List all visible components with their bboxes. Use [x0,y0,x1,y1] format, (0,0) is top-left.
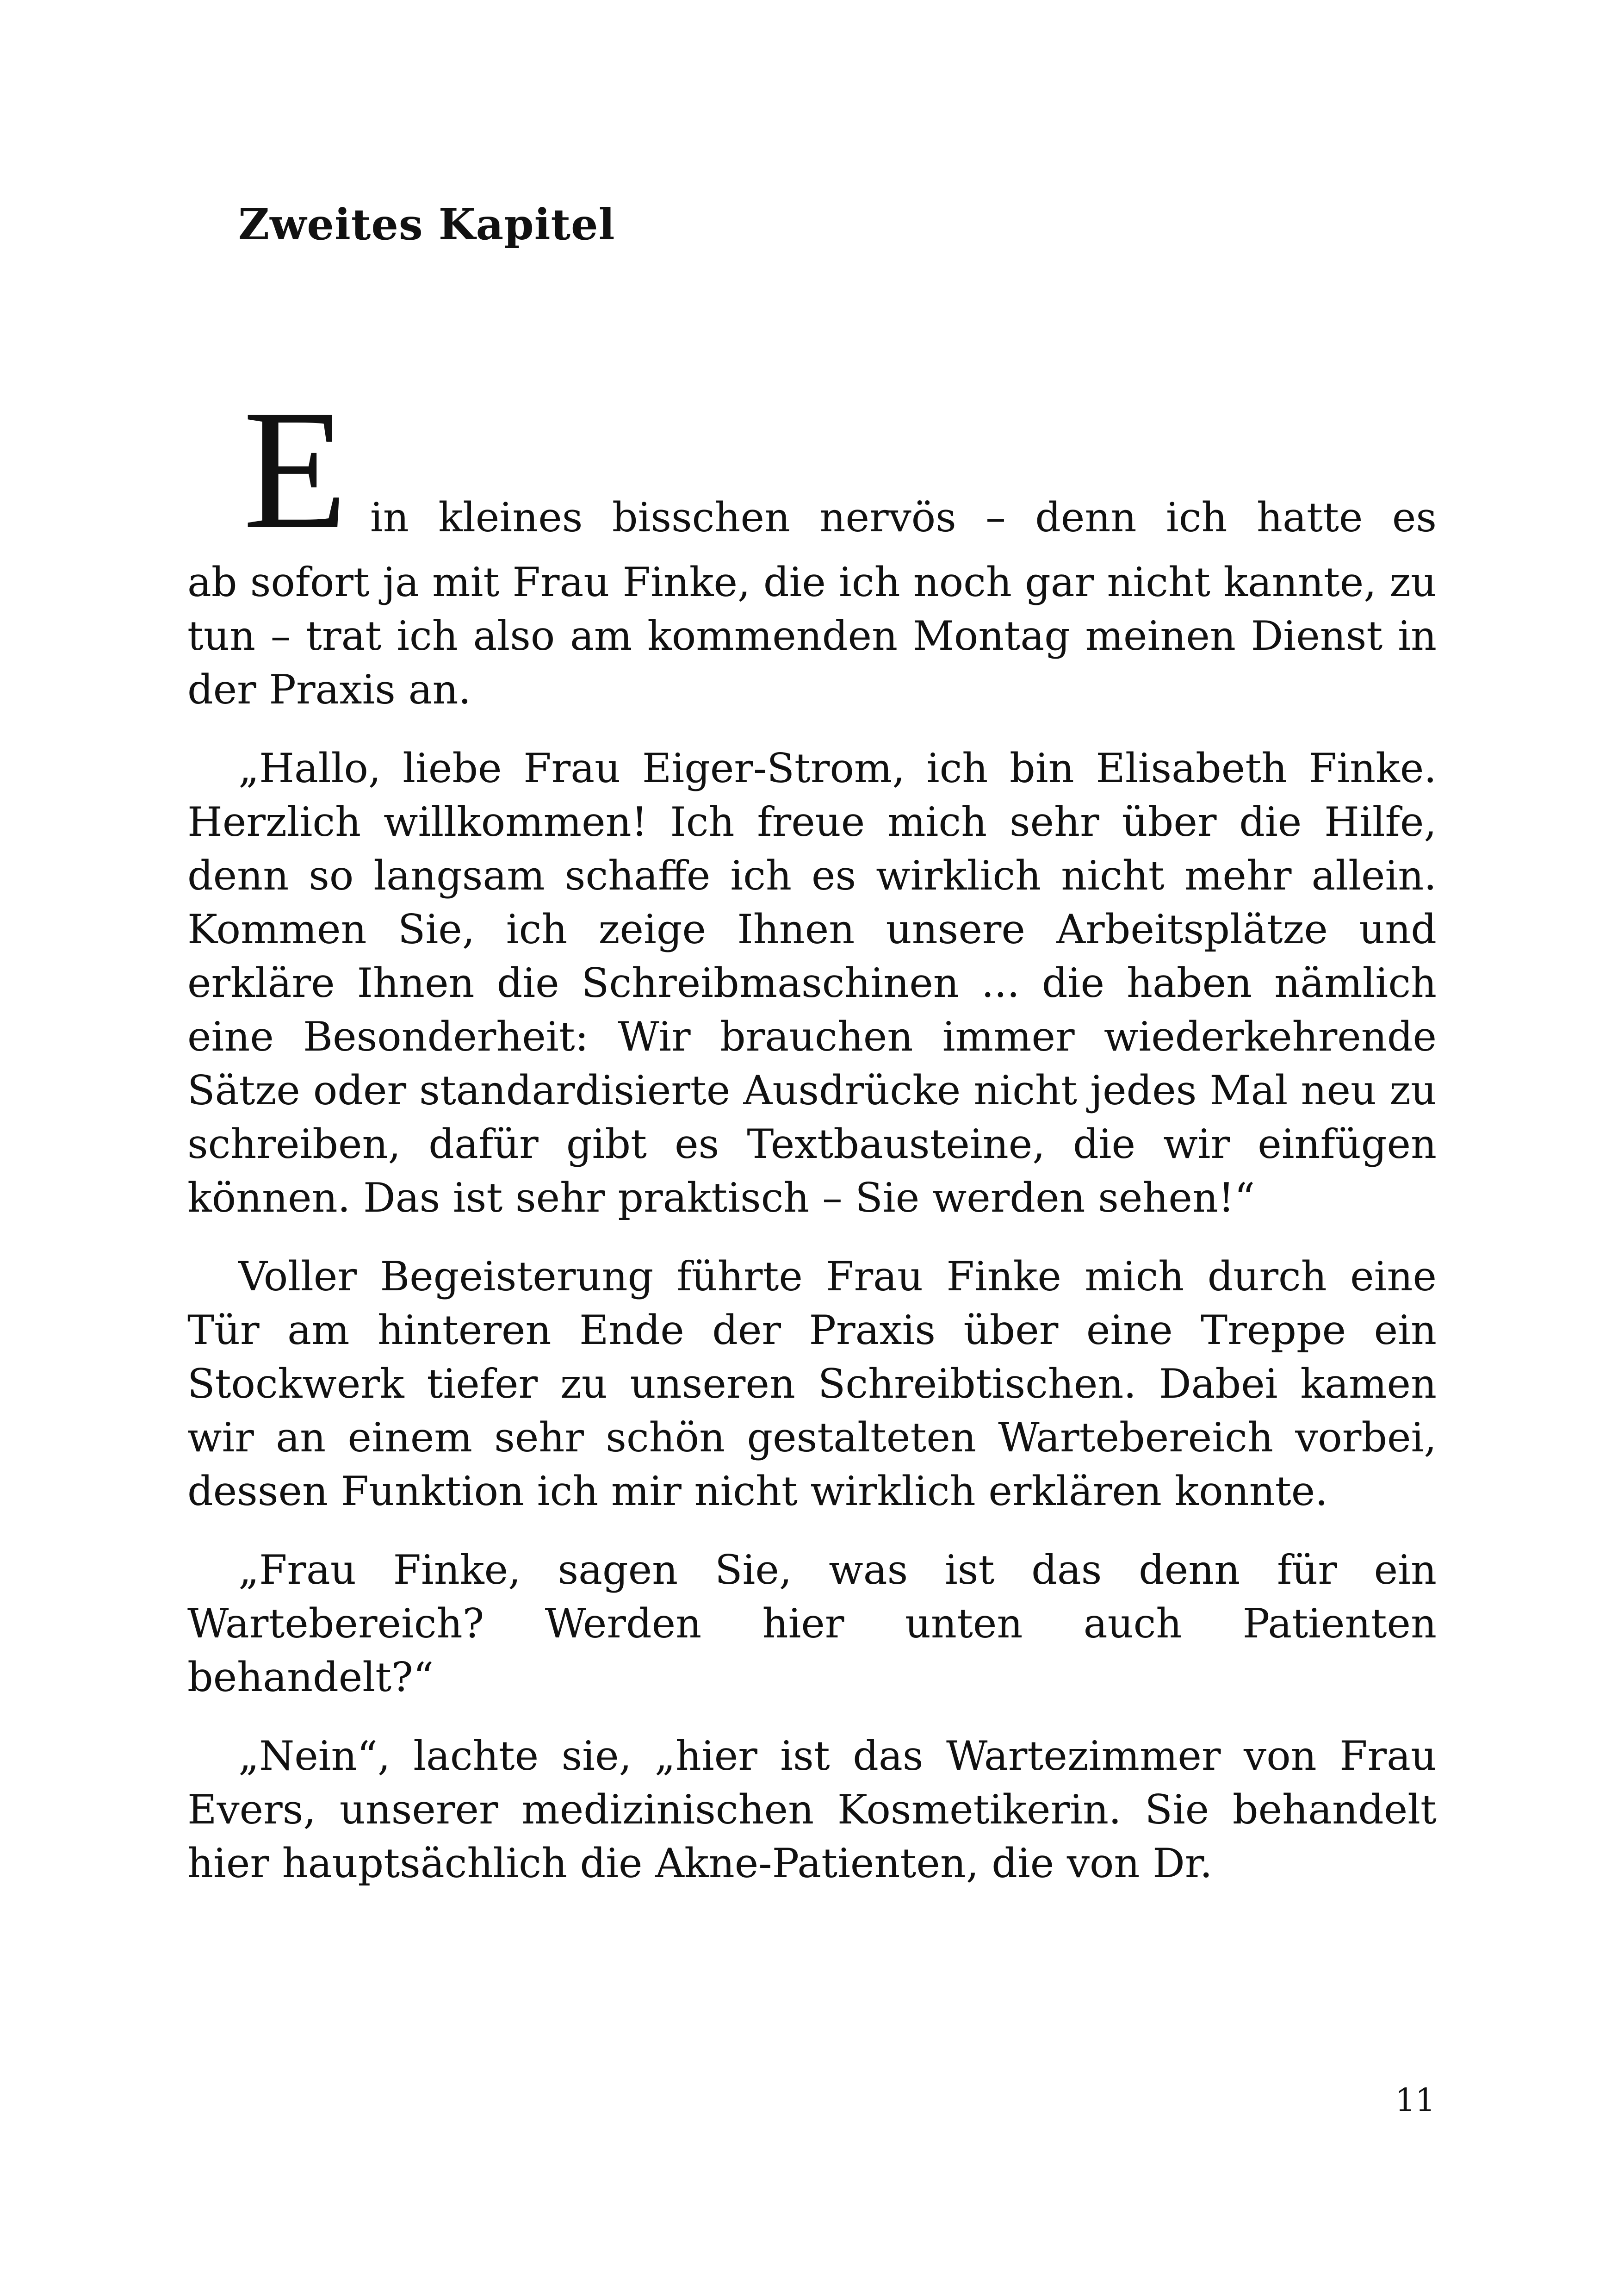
paragraph: „Frau Finke, sagen Sie, was ist das denn für ein Wartebereich? Werden hier unten auch Patienten behandelt?“ [187,1546,1437,1701]
opening-paragraph [187,375,1437,716]
body-text [187,375,1437,1915]
paragraph: „Hallo, liebe Frau Eiger-Strom, ich bin Elisabeth Finke. Herzlich willkommen! Ich freue mich sehr über die Hilfe, denn so langsam schaffe ich es wirklich nicht mehr allein. Kommen Sie, ich zeige Ihnen unsere Arbeitsplätze und erkläre Ihnen die Schreibmaschinen ... die haben nämlich eine Besonderheit: Wir brauchen immer wiederkehrende Sätze oder standardisierte Ausdrücke nicht jedes Mal neu zu schreiben, dafür gibt es Textbausteine, die wir einfügen können. Das ist sehr praktisch – Sie werden sehen!“ [187,745,1437,1221]
opening-first-line-text: in kleines bisschen nervös – denn ich hatte es [370,494,1437,541]
page-number: 11 [1395,2082,1435,2119]
chapter-title: Zweites Kapitel [238,199,615,249]
paragraph: „Nein“, lachte sie, „hier ist das Wartezimmer von Frau Evers, unserer medizinischen Kosmetikerin. Sie behandelt hier hauptsächlich die Akne-Patienten, die von Dr. [187,1732,1437,1887]
paragraph: Voller Begeisterung führte Frau Finke mich durch eine Tür am hinteren Ende der Praxis über eine Treppe ein Stockwerk tiefer zu unseren Schreibtischen. Dabei kamen wir an einem sehr schön gestalteten Wartebereich vorbei, dessen Funktion ich mir nicht wirklich erklären konnte. [187,1253,1437,1515]
opening-first-line [187,375,1437,565]
drop-cap: E [243,375,348,565]
opening-rest-text: ab sofort ja mit Frau Finke, die ich noch gar nicht kannte, zu tun – trat ich also am kommenden Montag meinen Dienst in der Praxis an. [187,559,1437,713]
